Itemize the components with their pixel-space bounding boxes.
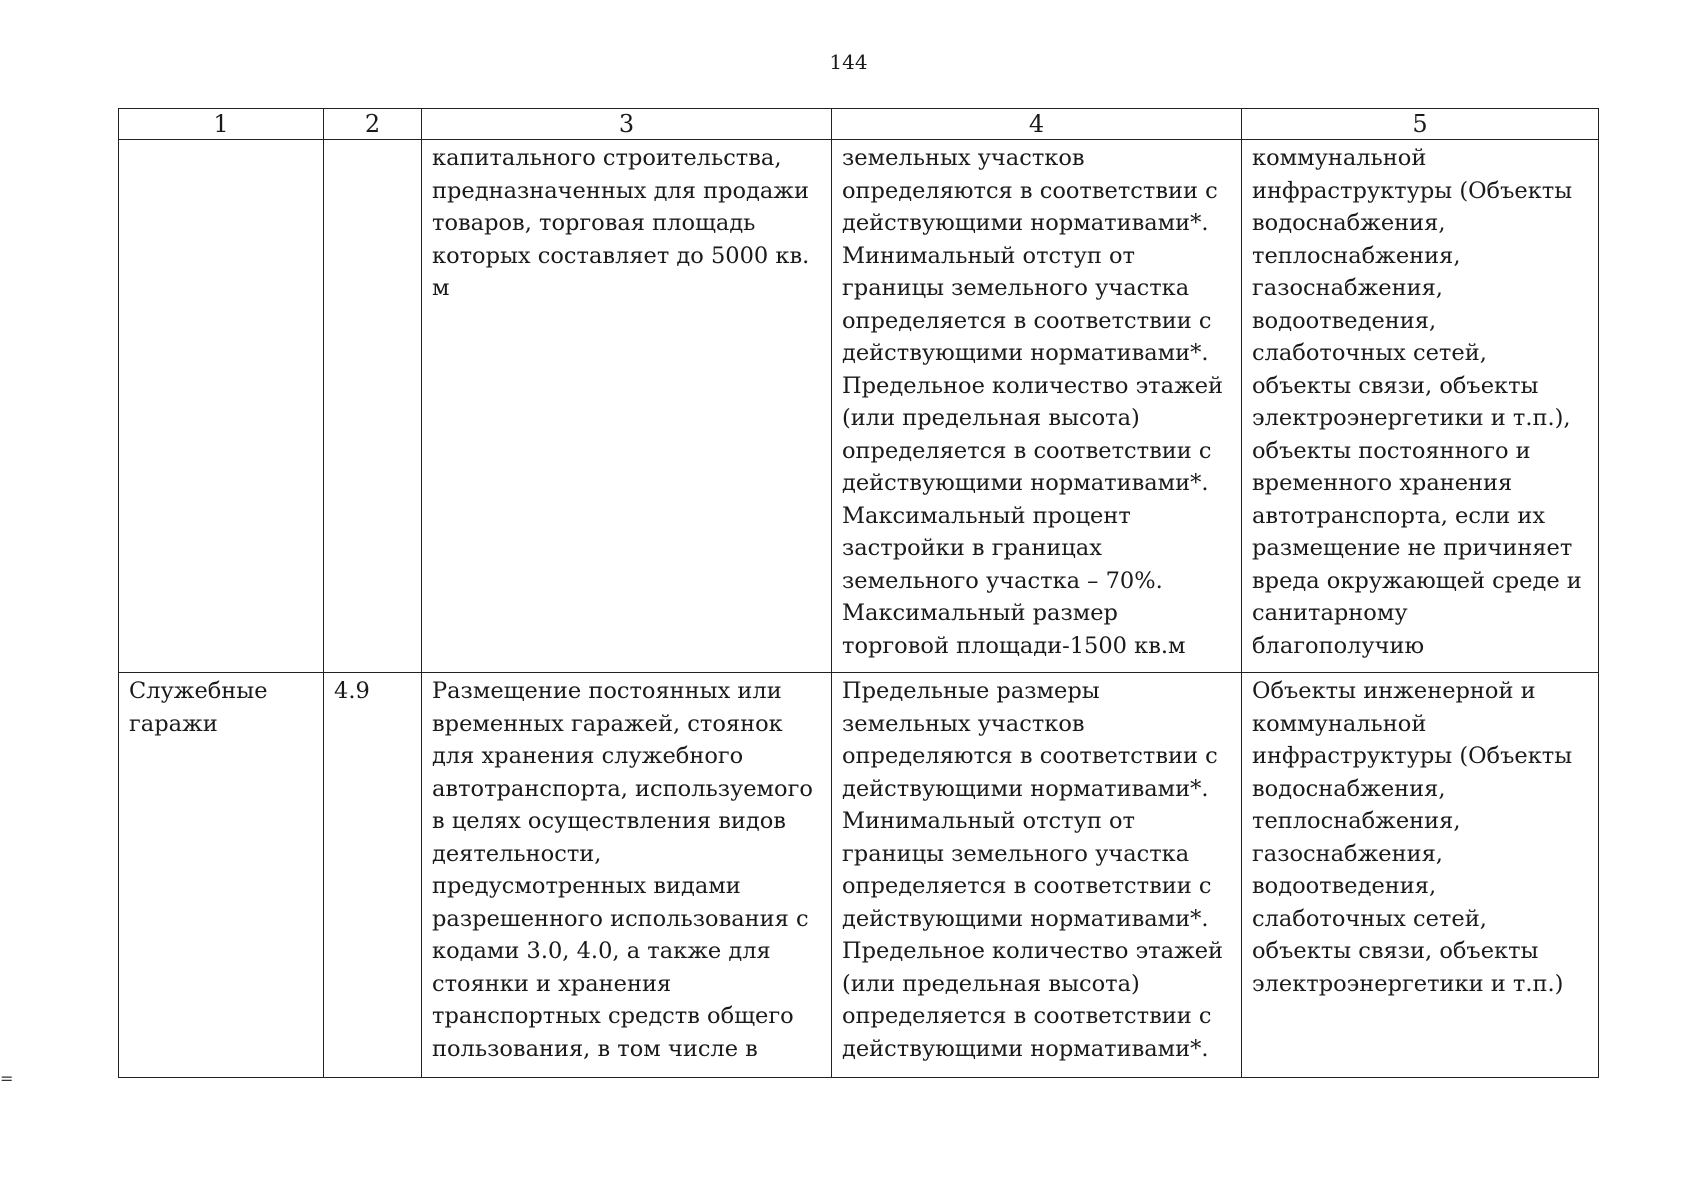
column-header-5: 5 [1242,109,1599,140]
use-type-name-cell: Служебные гаражи [119,673,324,1078]
parameters-cell: земельных участков определяются в соответствии с действующими нормативами*. Минимальный отступ от границы земельного участка определяется в соответствии с действующими нормативами*. Предельное количество этажей (или предельная высота) определяется в соответствии с действующими нормативами*. Максимальный процент застройки в границах земельного участка – 70%. Максимальный размер торговой площади-1500 кв.м [832,140,1242,673]
use-description-cell: Размещение постоянных или временных гаражей, стоянок для хранения служебного автотранспорта, используемого в целях осуществления видов деятельности, предусмотренных видами разрешенного использования с кодами 3.0, 4.0, а также для стоянки и хранения транспортных средств общего пользования, в том числе в [422,673,832,1078]
scan-margin-mark: = [0,1069,14,1088]
table-row [119,673,1599,1078]
parameters-cell: Предельные размеры земельных участков определяются в соответствии с действующими нормативами*. Минимальный отступ от границы земельного участка определяется в соответствии с действующими нормативами*. Предельное количество этажей (или предельная высота) определяется в соответствии с действующими нормативами*. [832,673,1242,1078]
page-number: 144 [829,50,868,74]
use-code-cell: 4.9 [324,673,422,1078]
header-row [119,109,1599,140]
column-header-3: 3 [422,109,832,140]
auxiliary-uses-cell: коммунальной инфраструктуры (Объекты водоснабжения, теплоснабжения, газоснабжения, водоотведения, слаботочных сетей, объекты связи, объекты электроэнергетики и т.п.), объекты постоянного и временного хранения автотранспорта, если их размещение не причиняет вреда окружающей среде и санитарному благополучию [1242,140,1599,673]
table-row [119,140,1599,673]
column-header-1: 1 [119,109,324,140]
auxiliary-uses-cell: Объекты инженерной и коммунальной инфраструктуры (Объекты водоснабжения, теплоснабжения, газоснабжения, водоотведения, слаботочных сетей, объекты связи, объекты электроэнергетики и т.п.) [1242,673,1599,1078]
use-code-cell [324,140,422,673]
regulations-table [118,108,1599,1078]
use-type-name-cell [119,140,324,673]
use-description-cell: капитального строительства, предназначенных для продажи товаров, торговая площадь которых составляет до 5000 кв. м [422,140,832,673]
column-header-2: 2 [324,109,422,140]
column-header-4: 4 [832,109,1242,140]
